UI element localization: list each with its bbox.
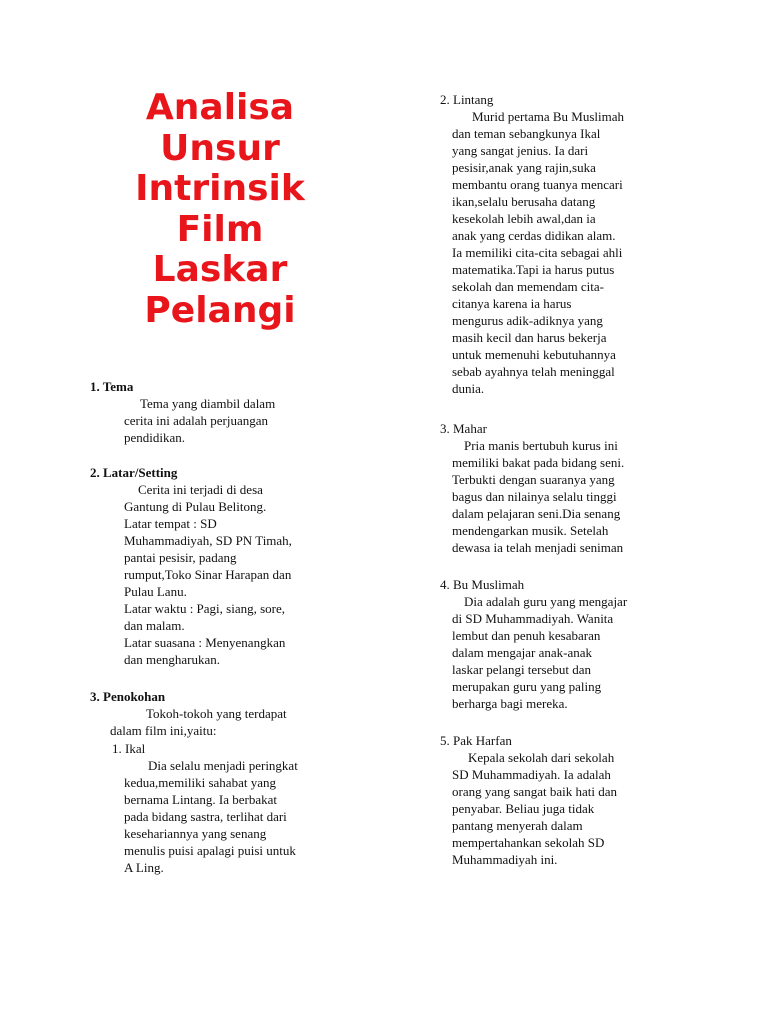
paragraph-line: Latar tempat : SD	[124, 516, 217, 531]
section-body-latar	[90, 481, 360, 668]
character-body-ikal	[112, 757, 352, 876]
character-heading-ikal: 1. Ikal	[112, 741, 146, 756]
paragraph-line: kedua,memiliki sahabat yang	[124, 775, 276, 790]
section-body-tema	[90, 395, 350, 446]
paragraph-line: dalam mengajar anak-anak	[452, 645, 593, 660]
paragraph-line: Pulau Lanu.	[124, 584, 187, 599]
paragraph-line: Tema yang diambil dalam	[140, 396, 276, 411]
paragraph-line: di SD Muhammadiyah. Wanita	[452, 611, 614, 626]
paragraph-line: membantu orang tuanya mencari	[452, 177, 623, 192]
paragraph-line: SD Muhammadiyah. Ia adalah	[452, 767, 611, 782]
paragraph-line: untuk memenuhi kebutuhannya	[452, 347, 616, 362]
paragraph-line: Dia selalu menjadi peringkat	[148, 758, 298, 773]
character-heading-lintang: 2. Lintang	[440, 92, 494, 107]
paragraph-line: Muhammadiyah ini.	[452, 852, 558, 867]
character-heading-bu-muslimah: 4. Bu Muslimah	[440, 577, 525, 592]
paragraph-line: Ia memiliki cita-cita sebagai ahli	[452, 245, 623, 260]
character-body-bu-muslimah	[440, 593, 670, 712]
paragraph-line: Murid pertama Bu Muslimah	[472, 109, 625, 124]
paragraph-line: A Ling.	[124, 860, 164, 875]
character-lintang	[440, 91, 670, 397]
character-body-mahar	[440, 437, 670, 556]
paragraph-line: Gantung di Pulau Belitong.	[124, 499, 267, 514]
character-heading-pak-harfan: 5. Pak Harfan	[440, 733, 512, 748]
paragraph-line: mengurus adik-adiknya yang	[452, 313, 603, 328]
document-title	[120, 88, 320, 331]
paragraph-line: ikan,selalu berusaha datang	[452, 194, 596, 209]
paragraph-line: sekolah dan memendam cita-	[452, 279, 604, 294]
section-tema	[90, 378, 350, 446]
paragraph-line: laskar pelangi tersebut dan	[452, 662, 591, 677]
paragraph-line: dan malam.	[124, 618, 185, 633]
paragraph-line: berharga bagi mereka.	[452, 696, 568, 711]
character-bu-muslimah	[440, 576, 670, 712]
paragraph-line: kesekolah lebih awal,dan ia	[452, 211, 596, 226]
paragraph-line: mendengarkan musik. Setelah	[452, 523, 609, 538]
paragraph-line: Dia adalah guru yang mengajar	[464, 594, 628, 609]
section-heading-penokohan: 3. Penokohan	[90, 689, 166, 704]
paragraph-line: lembut dan penuh kesabaran	[452, 628, 601, 643]
title-line: Analisa	[145, 87, 295, 128]
title-line: Unsur	[160, 127, 280, 169]
paragraph-line: Muhammadiyah, SD PN Timah,	[124, 533, 292, 548]
title-line: Pelangi	[144, 289, 296, 331]
paragraph-line: pantai pesisir, padang	[124, 550, 237, 565]
section-penokohan	[90, 688, 360, 739]
section-body-penokohan	[90, 705, 360, 739]
paragraph-line: dalam film ini,yaitu:	[110, 723, 217, 738]
paragraph-line: dewasa ia telah menjadi seniman	[452, 540, 624, 555]
paragraph-line: citanya karena ia harus	[452, 296, 572, 311]
paragraph-line: pada bidang sastra, terlihat dari	[124, 809, 287, 824]
paragraph-line: pendidikan.	[124, 430, 186, 445]
paragraph-line: sebab ayahnya telah meninggal	[452, 364, 615, 379]
paragraph-line: penyabar. Beliau juga tidak	[452, 801, 595, 816]
paragraph-line: mempertahankan sekolah SD	[452, 835, 605, 850]
character-heading-mahar: 3. Mahar	[440, 421, 487, 436]
paragraph-line: pesisir,anak yang rajin,suka	[452, 160, 596, 175]
paragraph-line: Cerita ini terjadi di desa	[138, 482, 263, 497]
paragraph-line: masih kecil dan harus bekerja	[452, 330, 607, 345]
paragraph-line: dunia.	[452, 381, 485, 396]
title-line: Laskar	[152, 249, 288, 290]
paragraph-line: Pria manis bertubuh kurus ini	[464, 438, 618, 453]
title-line: Film	[176, 208, 264, 250]
paragraph-line: yang sangat jenius. Ia dari	[452, 143, 589, 158]
paragraph-line: pantang menyerah dalam	[452, 818, 583, 833]
paragraph-line: cerita ini adalah perjuangan	[124, 413, 269, 428]
paragraph-line: bagus dan nilainya selalu tinggi	[452, 489, 617, 504]
character-pak-harfan	[440, 732, 670, 868]
paragraph-line: dan mengharukan.	[124, 652, 221, 667]
section-heading-latar: 2. Latar/Setting	[90, 465, 178, 480]
paragraph-line: merupakan guru yang paling	[452, 679, 602, 694]
paragraph-line: bernama Lintang. Ia berbakat	[124, 792, 278, 807]
paragraph-line: Latar waktu : Pagi, siang, sore,	[124, 601, 286, 616]
paragraph-line: anak yang cerdas didikan alam.	[452, 228, 616, 243]
paragraph-line: matematika.Tapi ia harus putus	[452, 262, 615, 277]
paragraph-line: menulis puisi apalagi puisi untuk	[124, 843, 296, 858]
section-latar	[90, 464, 360, 668]
character-body-pak-harfan	[440, 749, 670, 868]
character-mahar	[440, 420, 670, 556]
title-line: Intrinsik	[135, 168, 305, 209]
paragraph-line: Terbukti dengan suaranya yang	[452, 472, 615, 487]
paragraph-line: dan teman sebangkunya Ikal	[452, 126, 601, 141]
paragraph-line: kesehariannya yang senang	[124, 826, 267, 841]
paragraph-line: Tokoh-tokoh yang terdapat	[146, 706, 287, 721]
paragraph-line: memiliki bakat pada bidang seni.	[452, 455, 625, 470]
paragraph-line: Latar suasana : Menyenangkan	[124, 635, 286, 650]
character-body-lintang	[440, 108, 670, 397]
paragraph-line: Kepala sekolah dari sekolah	[468, 750, 615, 765]
paragraph-line: orang yang sangat baik hati dan	[452, 784, 617, 799]
character-ikal	[112, 740, 352, 876]
paragraph-line: rumput,Toko Sinar Harapan dan	[124, 567, 292, 582]
section-heading-tema: 1. Tema	[90, 379, 134, 394]
paragraph-line: dalam pelajaran seni.Dia senang	[452, 506, 621, 521]
